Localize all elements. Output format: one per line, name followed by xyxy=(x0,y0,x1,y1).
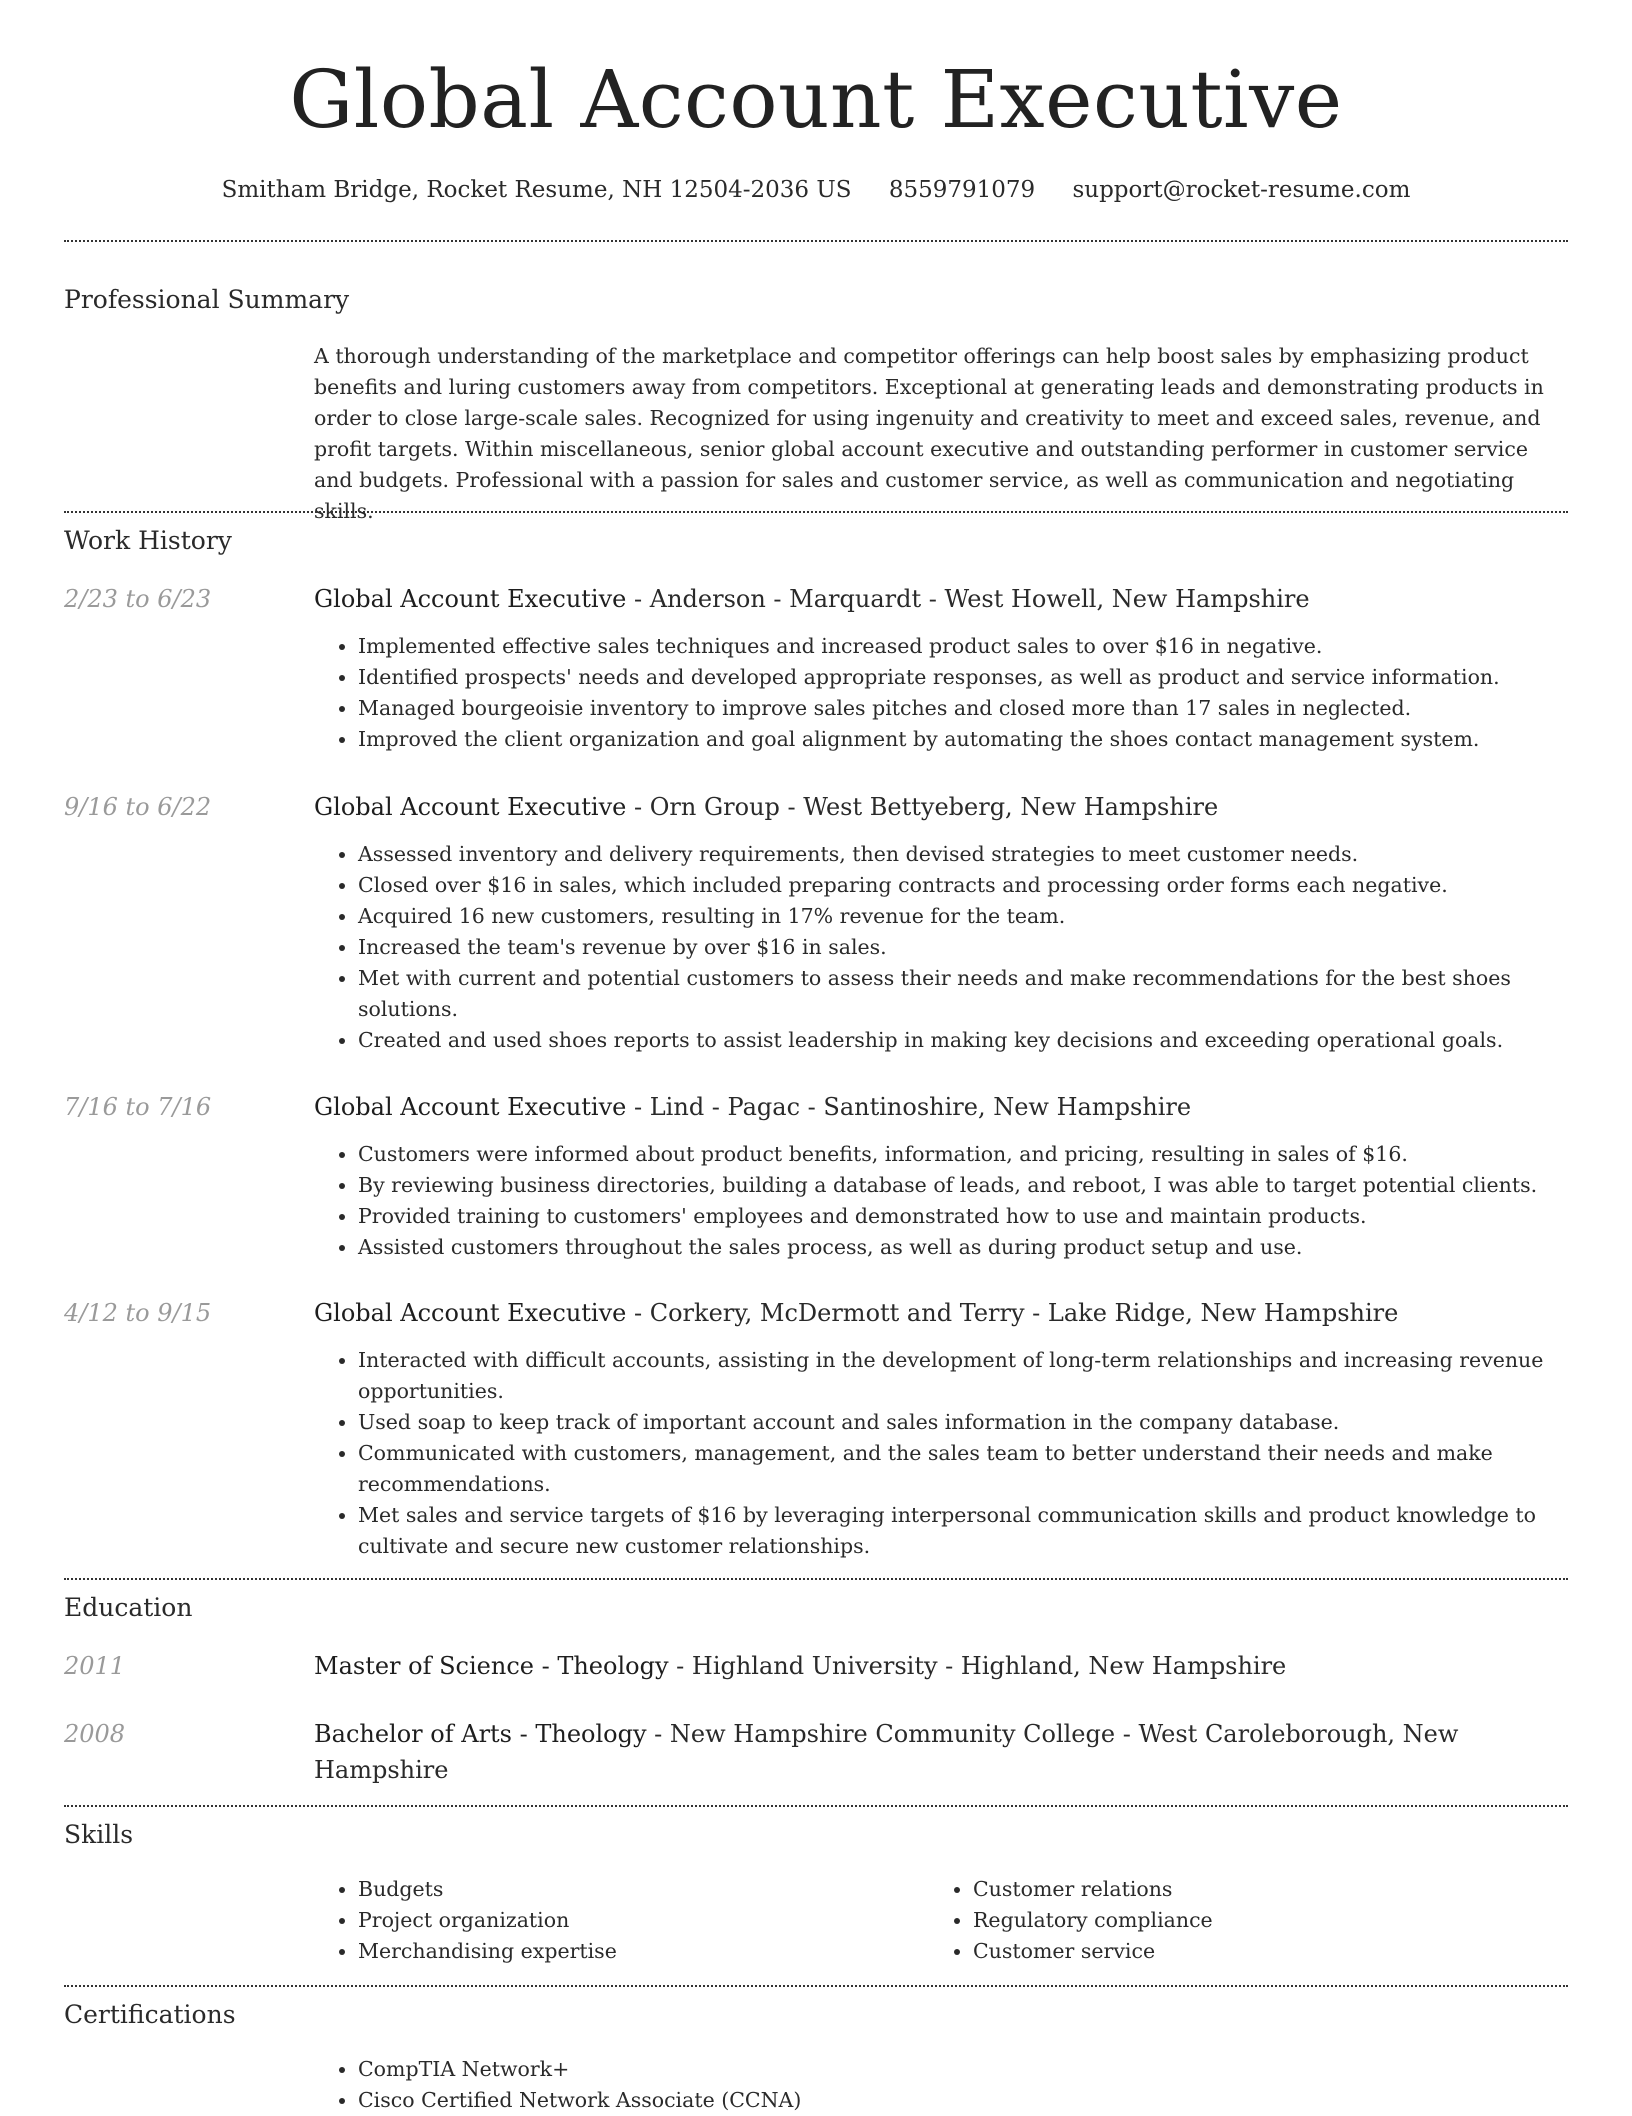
section-title-certifications: Certifications xyxy=(64,2000,236,2029)
job-bullets xyxy=(314,1345,1564,1562)
list-item: • Used soap to keep track of important account and sales information in the company database. xyxy=(358,1407,1564,1438)
education-school: - Highland University - Highland, New Hampshire xyxy=(668,1652,1287,1680)
list-item: • Provided training to customers' employees and demonstrated how to use and maintain products. xyxy=(358,1201,1564,1232)
summary-text: A thorough understanding of the marketplace and competitor offerings can help boost sales by emphasizing product benefits and luring customers away from competitors. Exceptional at generating leads and demonstrating products in order to close large-scale sales. Recognized for using ingenuity and creativity to meet and exceed sales, revenue, and profit targets. Within miscellaneous, senior global account executive and outstanding performer in customer service and budgets. Professional with a passion for sales and customer service, as well as communication and negotiating skills. xyxy=(314,344,1544,523)
list-item: • Met sales and service targets of $16 by leveraging interpersonal communication skills and product knowledge to cultivate and secure new customer relationships. xyxy=(358,1500,1564,1562)
skills-list xyxy=(314,1874,874,1967)
contact-line xyxy=(0,170,1632,210)
skill-item: • Budgets xyxy=(358,1874,874,1905)
education-entry xyxy=(314,1716,1564,1788)
job-heading xyxy=(314,1295,1564,1331)
skill-item: • Merchandising expertise xyxy=(358,1936,874,1967)
skill-item: • Customer relations xyxy=(973,1874,1489,1905)
education-degree: Master of Science - Theology xyxy=(314,1652,669,1680)
list-item: • Managed bourgeoisie inventory to improve sales pitches and closed more than 17 sales in neglected. xyxy=(358,693,1564,724)
section-title-skills: Skills xyxy=(64,1820,134,1849)
divider xyxy=(64,1578,1568,1580)
skills-list xyxy=(929,1874,1489,1967)
job-company: - Orn Group - West Bettyeberg, New Hampshire xyxy=(626,793,1219,821)
education-year: 2011 xyxy=(64,1652,126,1680)
education-school: - New Hampshire Community College - West Caroleborough, New Hampshire xyxy=(314,1720,1459,1784)
skills-left-column xyxy=(314,1874,874,1967)
skill-item: • Regulatory compliance xyxy=(973,1905,1489,1936)
job-dates: 7/16 to 7/16 xyxy=(64,1093,212,1121)
education-heading xyxy=(314,1716,1564,1788)
job-heading xyxy=(314,581,1564,617)
job-role: Global Account Executive xyxy=(314,793,627,821)
skill-item: • Customer service xyxy=(973,1936,1489,1967)
job-entry xyxy=(314,1295,1564,1562)
divider xyxy=(64,240,1568,242)
contact-phone: 8559791079 xyxy=(888,177,1036,203)
job-role: Global Account Executive xyxy=(314,1093,627,1121)
list-item: • Increased the team's revenue by over $16 in sales. xyxy=(358,932,1564,963)
list-item: • Communicated with customers, management, and the sales team to better understand their needs and make recommendations. xyxy=(358,1438,1564,1500)
contact-email[interactable]: support@rocket-resume.com xyxy=(1072,177,1411,203)
divider xyxy=(64,1985,1568,1987)
job-entry xyxy=(314,789,1564,1056)
list-item: • Assessed inventory and delivery requirements, then devised strategies to meet customer needs. xyxy=(358,839,1564,870)
list-item: • Acquired 16 new customers, resulting in 17% revenue for the team. xyxy=(358,901,1564,932)
contact-address: Smitham Bridge, Rocket Resume, NH 12504-2036 US xyxy=(221,177,852,203)
section-title-education: Education xyxy=(64,1593,193,1622)
job-bullets xyxy=(314,1139,1564,1263)
job-entry xyxy=(314,1089,1564,1263)
certifications-list xyxy=(314,2054,1564,2116)
list-item: • Assisted customers throughout the sales process, as well as during product setup and use. xyxy=(358,1232,1564,1263)
job-dates: 9/16 to 6/22 xyxy=(64,793,212,821)
section-title-work: Work History xyxy=(64,526,232,555)
list-item: • Interacted with difficult accounts, assisting in the development of long-term relationships and increasing revenue opportunities. xyxy=(358,1345,1564,1407)
job-company: - Anderson - Marquardt - West Howell, New Hampshire xyxy=(626,585,1310,613)
skills-right-column xyxy=(929,1874,1489,1967)
education-year: 2008 xyxy=(64,1720,126,1748)
certification-item: • CompTIA Network+ xyxy=(358,2054,1564,2085)
list-item: • Customers were informed about product benefits, information, and pricing, resulting in sales of $16. xyxy=(358,1139,1564,1170)
education-entry xyxy=(314,1648,1564,1684)
job-bullets xyxy=(314,631,1564,755)
summary-block xyxy=(314,341,1564,527)
job-heading xyxy=(314,1089,1564,1125)
list-item: • Implemented effective sales techniques and increased product sales to over $16 in negative. xyxy=(358,631,1564,662)
education-heading xyxy=(314,1648,1564,1684)
divider xyxy=(64,511,1568,513)
certification-item: • Cisco Certified Network Associate (CCNA) xyxy=(358,2085,1564,2116)
list-item: • Improved the client organization and goal alignment by automating the shoes contact management system. xyxy=(358,724,1564,755)
education-degree: Bachelor of Arts - Theology xyxy=(314,1720,647,1748)
list-item: • Closed over $16 in sales, which included preparing contracts and processing order forms each negative. xyxy=(358,870,1564,901)
job-heading xyxy=(314,789,1564,825)
section-title-summary: Professional Summary xyxy=(64,285,350,314)
candidate-title: Global Account Executive xyxy=(289,53,1343,146)
list-item: • Identified prospects' needs and developed appropriate responses, as well as product and service information. xyxy=(358,662,1564,693)
job-entry xyxy=(314,581,1564,755)
job-role: Global Account Executive xyxy=(314,1299,627,1327)
list-item: • Met with current and potential customers to assess their needs and make recommendations for the best shoes solutions. xyxy=(358,963,1564,1025)
job-role: Global Account Executive xyxy=(314,585,627,613)
job-dates: 2/23 to 6/23 xyxy=(64,585,212,613)
list-item: • By reviewing business directories, building a database of leads, and reboot, I was able to target potential clients. xyxy=(358,1170,1564,1201)
divider xyxy=(64,1805,1568,1807)
job-dates: 4/12 to 9/15 xyxy=(64,1299,212,1327)
job-company: - Corkery, McDermott and Terry - Lake Ridge, New Hampshire xyxy=(626,1299,1399,1327)
skill-item: • Project organization xyxy=(358,1905,874,1936)
job-company: - Lind - Pagac - Santinoshire, New Hampshire xyxy=(626,1093,1192,1121)
certifications-block xyxy=(314,2054,1564,2116)
job-bullets xyxy=(314,839,1564,1056)
list-item: • Created and used shoes reports to assist leadership in making key decisions and exceeding operational goals. xyxy=(358,1025,1564,1056)
